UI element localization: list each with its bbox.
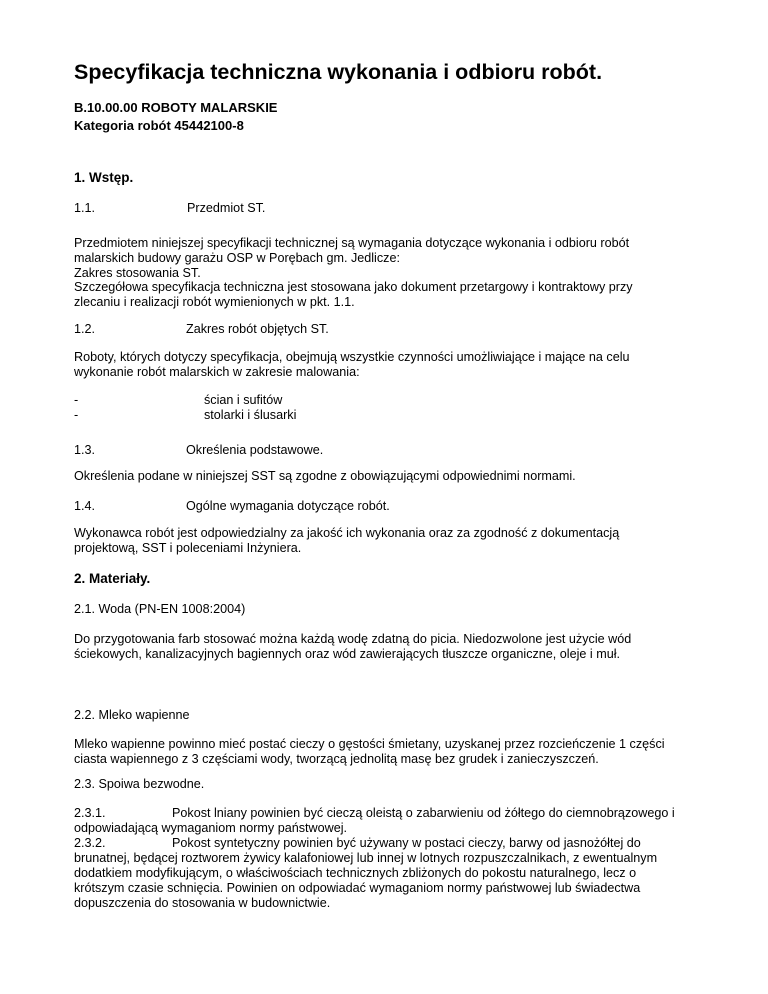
section-1-3-number: 1.3. [74,443,96,457]
list-item-dash: - [74,393,79,407]
text-line: dopuszczenia do stosowania w budownictwie. [74,896,331,910]
section-1-3-label: Określenia podstawowe. [186,443,324,457]
section-2-3-1-paragraph [74,806,724,836]
text-line: dodatkiem modyfikującym, o właściwościach technicznych zbliżonych do pokostu naturalnego, lecz o [74,866,637,880]
text-line: odpowiadającą wymaganiom normy państwowej. [74,821,348,835]
text-line: Do przygotowania farb stosować można każdą wodę zdatną do picia. Niedozwolone jest użycie wód [74,632,632,646]
text-line: projektową, SST i poleceniami Inżyniera. [74,541,302,555]
document-title: Specyfikacja techniczna wykonania i odbioru robót. [74,60,603,84]
text-line [74,836,724,851]
section-2-1-label: 2.1. Woda (PN-EN 1008:2004) [74,602,246,616]
text-line: Mleko wapienne powinno mieć postać cieczy o gęstości śmietany, uzyskanej przez rozcieńczenie 1 części [74,737,665,751]
section-1-2-paragraph [74,350,724,380]
text-line [74,806,724,821]
section-2-1-paragraph [74,632,724,662]
section-1-2-number: 1.2. [74,322,96,336]
section-2-3-1-number: 2.3.1. [74,806,106,820]
list-item-text: ścian i sufitów [204,393,283,407]
section-1-3-paragraph: Określenia podane w niniejszej SST są zgodne z obowiązującymi odpowiednimi normami. [74,469,576,483]
document-code: B.10.00.00 ROBOTY MALARSKIE [74,100,278,115]
text-line: ściekowych, kanalizacyjnych bagiennych oraz wód zawierających tłuszcze organiczne, oleje i muł. [74,647,620,661]
section-1-4-number: 1.4. [74,499,96,513]
section-1-1-paragraph-1 [74,236,724,281]
list-item-text: stolarki i ślusarki [204,408,297,422]
section-1-2-label: Zakres robót objętych ST. [186,322,329,336]
section-1-heading: 1. Wstęp. [74,170,134,185]
text-line: wykonanie robót malarskich w zakresie malowania: [74,365,360,379]
section-2-3-2-number: 2.3.2. [74,836,106,850]
text-line: Pokost lniany powinien być cieczą oleistą o zabarwieniu od żółtego do ciemnobrązowego i [172,806,675,820]
section-1-1-paragraph-2 [74,280,724,310]
document-category: Kategoria robót 45442100-8 [74,118,244,133]
section-1-4-label: Ogólne wymagania dotyczące robót. [186,499,390,513]
section-2-heading: 2. Materiały. [74,571,151,586]
text-line: Zakres stosowania ST. [74,266,201,280]
section-2-3-label: 2.3. Spoiwa bezwodne. [74,777,205,791]
text-line: Przedmiotem niniejszej specyfikacji technicznej są wymagania dotyczące wykonania i odbioru robót [74,236,630,250]
text-line: malarskich budowy garażu OSP w Porębach gm. Jedlicze: [74,251,400,265]
section-2-2-label: 2.2. Mleko wapienne [74,708,190,722]
text-line: Roboty, których dotyczy specyfikacja, obejmują wszystkie czynności umożliwiające i mające na celu [74,350,630,364]
section-1-1-number: 1.1. [74,201,96,215]
section-1-1-label: Przedmiot ST. [187,201,266,215]
section-2-2-paragraph [74,737,724,767]
text-line: krótszym czasie schnięcia. Powinien on odpowiadać wymaganiom normy państwowej lub świadectwa [74,881,641,895]
text-line: brunatnej, będącej roztworem żywicy kalafoniowej lub innej w lotnych rozpuszczalnikach, z ewentualnym [74,851,658,865]
text-line: Wykonawca robót jest odpowiedzialny za jakość ich wykonania oraz za zgodność z dokumentacją [74,526,620,540]
text-line: zlecaniu i realizacji robót wymienionych w pkt. 1.1. [74,295,355,309]
section-1-4-paragraph [74,526,724,556]
text-line: Szczegółowa specyfikacja techniczna jest stosowana jako dokument przetargowy i kontraktowy przy [74,280,633,294]
list-item-dash: - [74,408,79,422]
text-line: ciasta wapiennego z 3 częściami wody, tworzącą jednolitą masę bez grudek i zanieczyszczeń. [74,752,599,766]
section-2-3-2-paragraph [74,836,724,911]
text-line: Pokost syntetyczny powinien być używany w postaci cieczy, barwy od jasnożółtej do [172,836,641,850]
